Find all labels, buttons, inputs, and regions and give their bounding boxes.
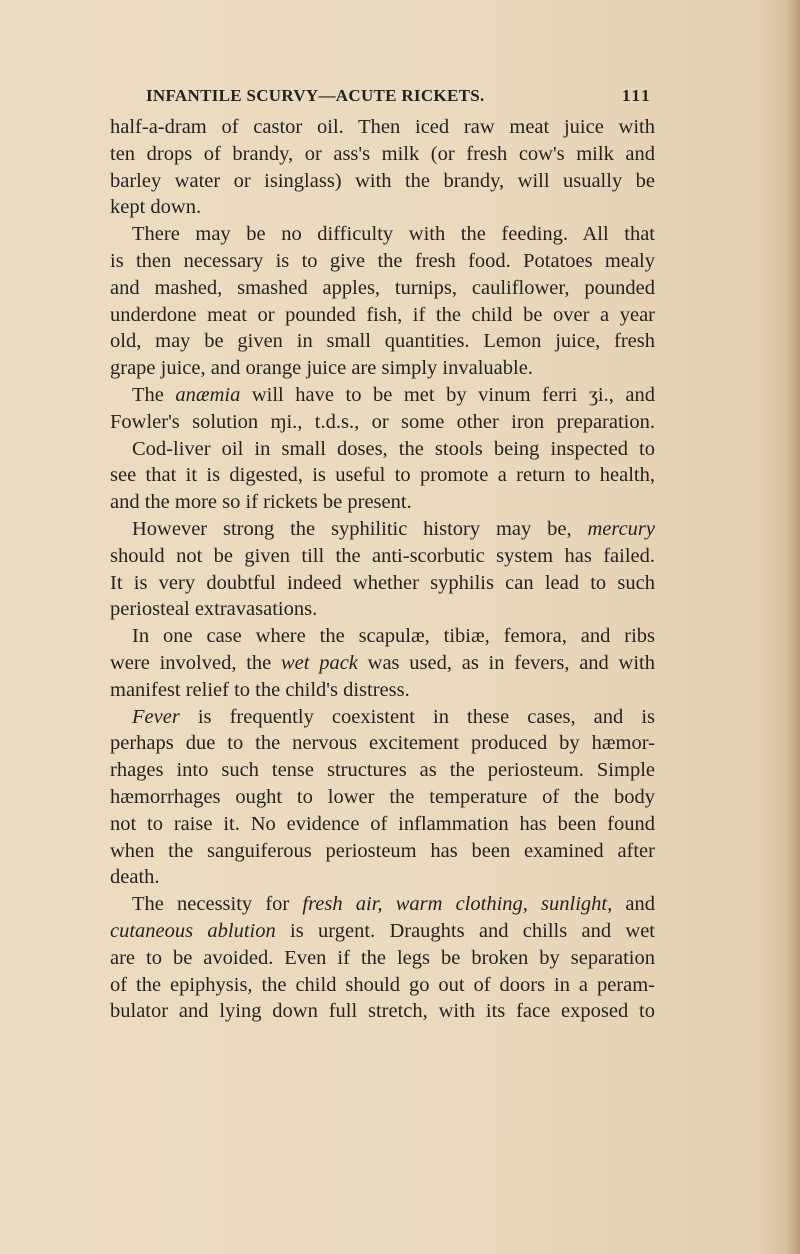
text-line: see that it is digested, is useful to promote a return to health, — [110, 464, 655, 487]
text-segment: The necessity for — [132, 893, 303, 916]
text-line: are to be avoided. Even if the legs be broken by separation — [110, 946, 655, 969]
text-line: bulator and lying down full stretch, with its face exposed to — [110, 1000, 655, 1023]
text-line — [110, 704, 655, 731]
text-line: periosteal extravasations. — [110, 598, 318, 621]
italic-text: fresh air, warm clothing, sunlight, — [302, 893, 613, 916]
text-segment: were involved, the — [110, 651, 281, 674]
text-line: and the more so if rickets be present. — [110, 491, 412, 514]
page-number: 111 — [622, 86, 652, 105]
italic-text: Fever — [132, 705, 180, 728]
text-line: is then necessary is to give the fresh food. Potatoes mealy — [110, 249, 655, 272]
text-line — [110, 891, 655, 918]
text-line: should not be given till the anti-scorbutic system has failed. — [110, 544, 655, 567]
text-line: barley water or isinglass) with the brandy, will usually be — [110, 169, 655, 192]
running-title: INFANTILE SCURVY—ACUTE RICKETS. — [146, 86, 485, 105]
text-segment: will have to be met by vinum ferri ʒi., and — [240, 383, 656, 406]
text-line: ten drops of brandy, or ass's milk (or fresh cow's milk and — [110, 142, 655, 165]
text-segment: The — [132, 383, 176, 406]
text-segment: is urgent. Draughts and chills and wet — [275, 919, 655, 942]
text-line: when the sanguiferous periosteum has been examined after — [110, 839, 655, 862]
text-line: Cod-liver oil in small doses, the stools being inspected to — [132, 437, 655, 460]
body-text — [110, 114, 655, 1025]
text-line: kept down. — [110, 196, 202, 219]
text-segment: was used, as in fevers, and with — [357, 651, 655, 674]
italic-text: mercury — [587, 517, 655, 540]
text-line — [110, 516, 655, 543]
text-line: death. — [110, 866, 160, 889]
text-line: and mashed, smashed apples, turnips, cauliflower, pounded — [110, 276, 655, 299]
text-line — [110, 650, 655, 677]
page-edge-shadow — [786, 0, 800, 1254]
text-line — [110, 382, 655, 409]
text-line: It is very doubtful indeed whether syphilis can lead to such — [110, 571, 655, 594]
text-line: perhaps due to the nervous excitement produced by hæmor- — [110, 732, 655, 755]
text-line: rhages into such tense structures as the periosteum. Simple — [110, 759, 655, 782]
italic-text: wet pack — [280, 651, 358, 674]
text-line: old, may be given in small quantities. Lemon juice, fresh — [110, 330, 655, 353]
text-line: half-a-dram of castor oil. Then iced raw meat juice with — [110, 116, 655, 138]
text-segment: and — [612, 893, 655, 916]
text-line: of the epiphysis, the child should go out of doors in a peram- — [110, 973, 655, 996]
italic-text: cutaneous ablution — [110, 919, 276, 942]
text-line: grape juice, and orange juice are simply invaluable. — [110, 357, 533, 380]
text-line: underdone meat or pounded fish, if the child be over a year — [110, 303, 655, 326]
text-line — [110, 918, 655, 945]
text-segment: However strong the syphilitic history may be, — [132, 517, 588, 540]
text-line: hæmorrhages ought to lower the temperature of the body — [110, 785, 655, 808]
text-line: manifest relief to the child's distress. — [110, 678, 410, 701]
text-line: Fowler's solution ɱi., t.d.s., or some other iron preparation. — [110, 410, 655, 433]
text-line: In one case where the scapulæ, tibiæ, femora, and ribs — [132, 625, 655, 648]
italic-text: anæmia — [175, 383, 241, 406]
text-line: not to raise it. No evidence of inflammation has been found — [110, 812, 655, 835]
text-segment: is frequently coexistent in these cases, and is — [179, 705, 655, 728]
text-line: There may be no difficulty with the feeding. All that — [132, 223, 655, 246]
